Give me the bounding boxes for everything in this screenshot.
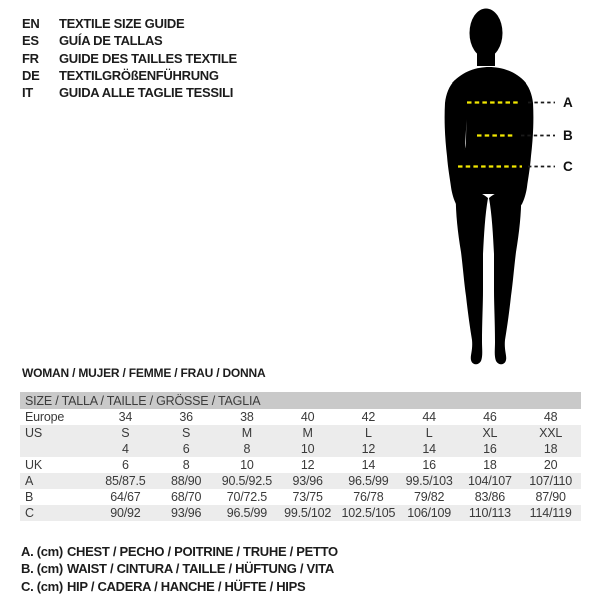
- legend-text: HIP / CADERA / HANCHE / HÜFTE / HIPS: [66, 578, 306, 594]
- table-row: [20, 457, 581, 473]
- size-cell: 110/113: [468, 506, 511, 520]
- size-cell: 40: [300, 410, 315, 424]
- size-cell: 64/67: [110, 490, 141, 504]
- size-cell: M: [241, 426, 252, 440]
- table-row: [20, 473, 581, 489]
- size-cell: 8: [243, 442, 251, 456]
- lang-code: FR: [22, 50, 39, 66]
- size-cell: L: [425, 426, 433, 440]
- size-cell: 14: [422, 442, 436, 456]
- row-label: C: [25, 506, 34, 520]
- size-cell: 90/92: [110, 506, 141, 520]
- legend-row-chest: [21, 544, 338, 561]
- right-leg-shape: [489, 186, 521, 364]
- table-row: [20, 489, 581, 505]
- size-cell: XL: [482, 426, 498, 440]
- size-cell: L: [364, 426, 372, 440]
- size-cell: 34: [118, 410, 133, 424]
- woman-silhouette-figure: [425, 0, 600, 380]
- legend-text: CHEST / PECHO / POITRINE / TRUHE / PETTO: [66, 544, 338, 559]
- size-cell: 96.5/99: [348, 474, 389, 488]
- size-cell: 42: [361, 410, 376, 424]
- size-cell: 90.5/92.5: [221, 474, 273, 488]
- lang-code: DE: [22, 68, 40, 84]
- lang-title: GUIDA ALLE TAGLIE TESSILI: [59, 85, 234, 101]
- legend-key: C. (cm): [21, 578, 63, 594]
- marker-label-c: C: [563, 159, 573, 174]
- row-label: UK: [25, 458, 42, 472]
- measurement-legend: [21, 544, 338, 596]
- measurement-figure: [425, 0, 600, 380]
- size-cell: 93/96: [292, 474, 323, 488]
- size-cell: 68/70: [170, 490, 202, 504]
- lang-title: TEXTILE SIZE GUIDE: [59, 16, 185, 32]
- lang-title: GUIDE DES TAILLES TEXTILE: [59, 50, 237, 66]
- lang-row-es: [22, 32, 237, 49]
- lang-row-en: [22, 15, 237, 32]
- legend-key: B. (cm): [21, 561, 63, 577]
- size-table-body: [20, 392, 581, 521]
- marker-label-a: A: [563, 95, 573, 110]
- section-title: WOMAN / MUJER / FEMME / FRAU / DONNA: [22, 366, 266, 380]
- size-cell: 16: [483, 442, 497, 456]
- lang-row-fr: [22, 50, 237, 67]
- left-leg-shape: [456, 186, 488, 364]
- table-row: [20, 505, 581, 521]
- size-cell: 107/110: [529, 474, 573, 488]
- size-cell: S: [182, 426, 191, 440]
- table-row: [20, 409, 581, 425]
- row-label: US: [25, 426, 42, 440]
- size-cell: 38: [240, 410, 254, 424]
- neck-shape: [477, 44, 495, 66]
- size-cell: 104/107: [467, 474, 512, 488]
- lang-title: TEXTILGRÖßENFÜHRUNG: [59, 68, 219, 84]
- size-cell: 12: [361, 442, 376, 456]
- size-cell: 36: [179, 410, 193, 424]
- lang-code: ES: [22, 33, 39, 49]
- size-cell: 10: [240, 458, 254, 472]
- size-cell: 114/119: [529, 506, 572, 520]
- size-cell: 106/109: [407, 506, 452, 520]
- lang-row-de: [22, 67, 237, 84]
- size-cell: 6: [121, 458, 129, 472]
- size-cell: 18: [543, 442, 558, 456]
- row-label: B: [25, 490, 34, 504]
- lang-code: IT: [22, 85, 33, 101]
- table-row: [20, 425, 581, 441]
- size-cell: 70/72.5: [226, 490, 268, 504]
- size-cell: 85/87.5: [105, 474, 146, 488]
- language-guide-block: [22, 15, 237, 101]
- size-cell: 99.5/103: [405, 474, 453, 488]
- marker-label-b: B: [563, 128, 573, 143]
- size-cell: 48: [543, 410, 558, 424]
- size-cell: 20: [543, 458, 558, 472]
- size-cell: M: [302, 426, 313, 440]
- row-label: A: [25, 474, 34, 488]
- lang-code: EN: [22, 16, 40, 32]
- row-label: [20, 441, 95, 457]
- size-cell: 16: [422, 458, 436, 472]
- size-cell: 10: [300, 442, 315, 456]
- legend-row-hip: [21, 579, 338, 596]
- table-header-row: [20, 392, 581, 409]
- size-cell: 102.5/105: [341, 506, 396, 520]
- size-cell: 96.5/99: [226, 506, 268, 520]
- size-cell: 12: [300, 458, 315, 472]
- size-cell: 88/90: [170, 474, 202, 488]
- size-cell: S: [121, 426, 130, 440]
- size-cell: 44: [422, 410, 436, 424]
- size-cell: 8: [182, 458, 190, 472]
- size-cell: 46: [483, 410, 497, 424]
- size-cell: 87/90: [535, 490, 566, 504]
- legend-text: WAIST / CINTURA / TAILLE / HÜFTUNG / VITA: [66, 561, 334, 577]
- size-cell: 79/82: [413, 490, 445, 504]
- size-cell: XXL: [539, 426, 563, 440]
- legend-key: A. (cm): [21, 544, 63, 559]
- size-table: [20, 392, 581, 521]
- size-cell: 14: [361, 458, 376, 472]
- table-header-label: SIZE / TALLA / TAILLE / GRÖSSE / TAGLIA: [20, 392, 581, 409]
- size-cell: 6: [182, 442, 190, 456]
- table-row: [20, 441, 581, 457]
- lang-title: GUÍA DE TALLAS: [59, 33, 163, 49]
- row-label: Europe: [25, 410, 65, 424]
- size-cell: 83/86: [474, 490, 506, 504]
- lang-row-it: [22, 84, 237, 101]
- size-cell: 18: [483, 458, 497, 472]
- size-cell: 76/78: [353, 490, 384, 504]
- size-cell: 93/96: [170, 506, 202, 520]
- size-cell: 99.5/102: [284, 506, 332, 520]
- size-cell: 4: [121, 442, 129, 456]
- size-cell: 73/75: [292, 490, 323, 504]
- legend-row-waist: [21, 561, 338, 578]
